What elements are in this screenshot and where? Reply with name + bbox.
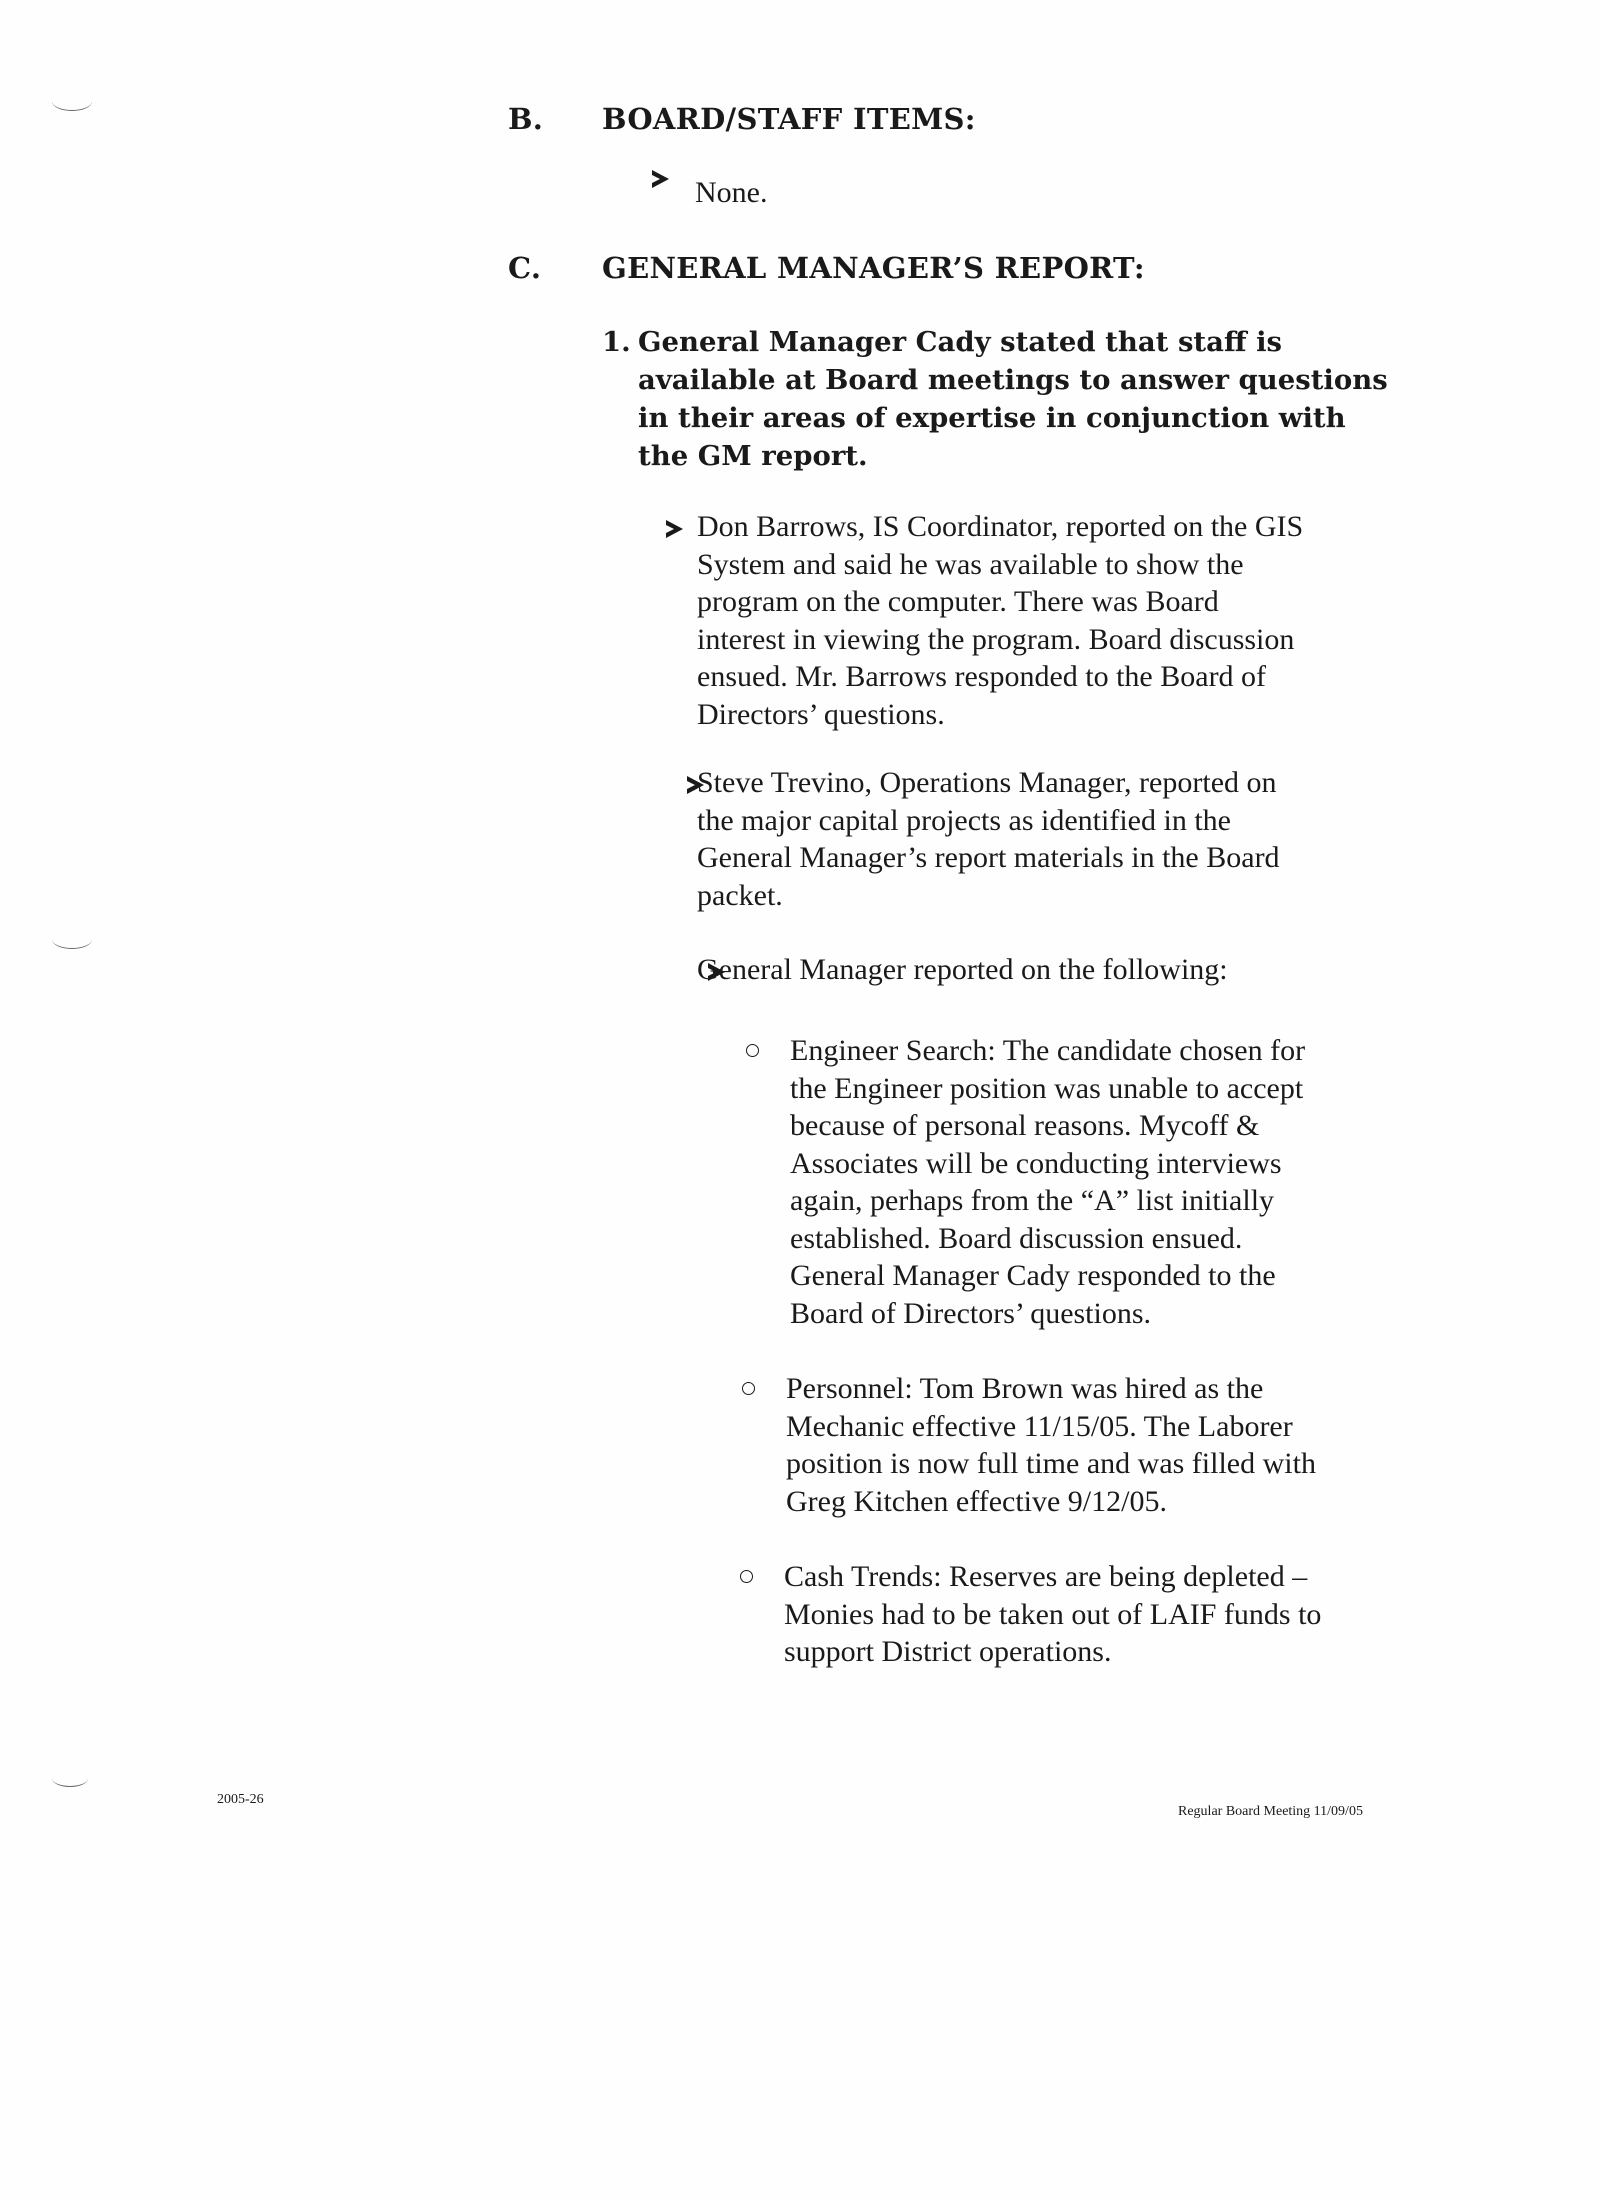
scan-mark <box>52 92 92 111</box>
report-line: Directors’ questions. <box>697 697 945 731</box>
item-1-line: in their areas of expertise in conjunction with <box>638 402 1346 434</box>
report-line: General Manager reported on the following: <box>697 953 1228 986</box>
gm-item-line: Greg Kitchen effective 9/12/05. <box>786 1484 1167 1518</box>
gm-item-line: Mechanic effective 11/15/05. The Laborer <box>786 1409 1293 1443</box>
report-general-manager <box>697 951 1228 989</box>
report-line: Steve Trevino, Operations Manager, reported on <box>697 766 1277 799</box>
item-1-line: the GM report. <box>638 440 868 472</box>
footer-meeting-label: Regular Board Meeting 11/09/05 <box>1178 1804 1363 1819</box>
arrow-bullet-icon <box>666 520 683 538</box>
report-line: Don Barrows, IS Coordinator, reported on the GIS <box>697 510 1304 543</box>
item-1-text <box>638 323 1388 475</box>
section-c-letter: C. <box>508 251 542 285</box>
gm-item-line: support District operations. <box>784 1635 1112 1668</box>
footer-page-code: 2005-26 <box>217 1792 264 1807</box>
item-1-number: 1. <box>602 326 631 358</box>
section-b-title: BOARD/STAFF ITEMS: <box>602 102 976 136</box>
gm-item-line: because of personal reasons. Mycoff & <box>790 1109 1260 1142</box>
report-line: ensued. Mr. Barrows responded to the Board of <box>697 660 1267 693</box>
item-1-line: General Manager Cady stated that staff is <box>638 326 1283 358</box>
gm-item-engineer-search <box>790 1032 1305 1332</box>
gm-item-line: again, perhaps from the “A” list initially <box>790 1184 1275 1217</box>
gm-item-line: Engineer Search: The candidate chosen for <box>790 1034 1306 1067</box>
circle-bullet-icon <box>746 1044 759 1057</box>
gm-item-cash-trends <box>784 1558 1321 1671</box>
section-b-item <box>652 176 669 199</box>
gm-item-line: Personnel: Tom Brown was hired as the <box>786 1372 1264 1405</box>
gm-item-line: Monies had to be taken out of LAIF funds to <box>784 1597 1322 1631</box>
report-don-barrows <box>697 508 1303 733</box>
arrow-bullet-icon <box>652 170 669 188</box>
scan-mark <box>52 930 92 949</box>
gm-item-line: Cash Trends: Reserves are being depleted – <box>784 1560 1308 1593</box>
gm-item-line: Board of Directors’ questions. <box>790 1296 1152 1330</box>
gm-item-line: the Engineer position was unable to accept <box>790 1071 1304 1105</box>
report-line: packet. <box>697 878 783 912</box>
report-line: the major capital projects as identified in the <box>697 803 1231 837</box>
report-line: General Manager’s report materials in the Board <box>697 841 1280 874</box>
section-b-letter: B. <box>508 102 544 136</box>
gm-item-line: established. Board discussion ensued. <box>790 1221 1243 1255</box>
gm-item-line: Associates will be conducting interviews <box>790 1146 1282 1180</box>
report-line: interest in viewing the program. Board discussion <box>697 622 1295 656</box>
gm-item-line: position is now full time and was filled with <box>786 1447 1316 1480</box>
section-b-item-text: None. <box>695 176 768 209</box>
gm-item-line: General Manager Cady responded to the <box>790 1259 1276 1292</box>
report-line: System and said he was available to show the <box>697 547 1244 581</box>
circle-bullet-icon <box>742 1382 755 1395</box>
report-line: program on the computer. There was Board <box>697 585 1219 618</box>
circle-bullet-icon <box>740 1570 753 1583</box>
section-c-title: GENERAL MANAGER’S REPORT: <box>602 251 1145 285</box>
gm-item-personnel <box>786 1370 1316 1520</box>
report-steve-trevino <box>697 764 1280 914</box>
item-1-line: available at Board meetings to answer questions <box>638 364 1388 396</box>
scan-mark <box>52 1770 88 1787</box>
